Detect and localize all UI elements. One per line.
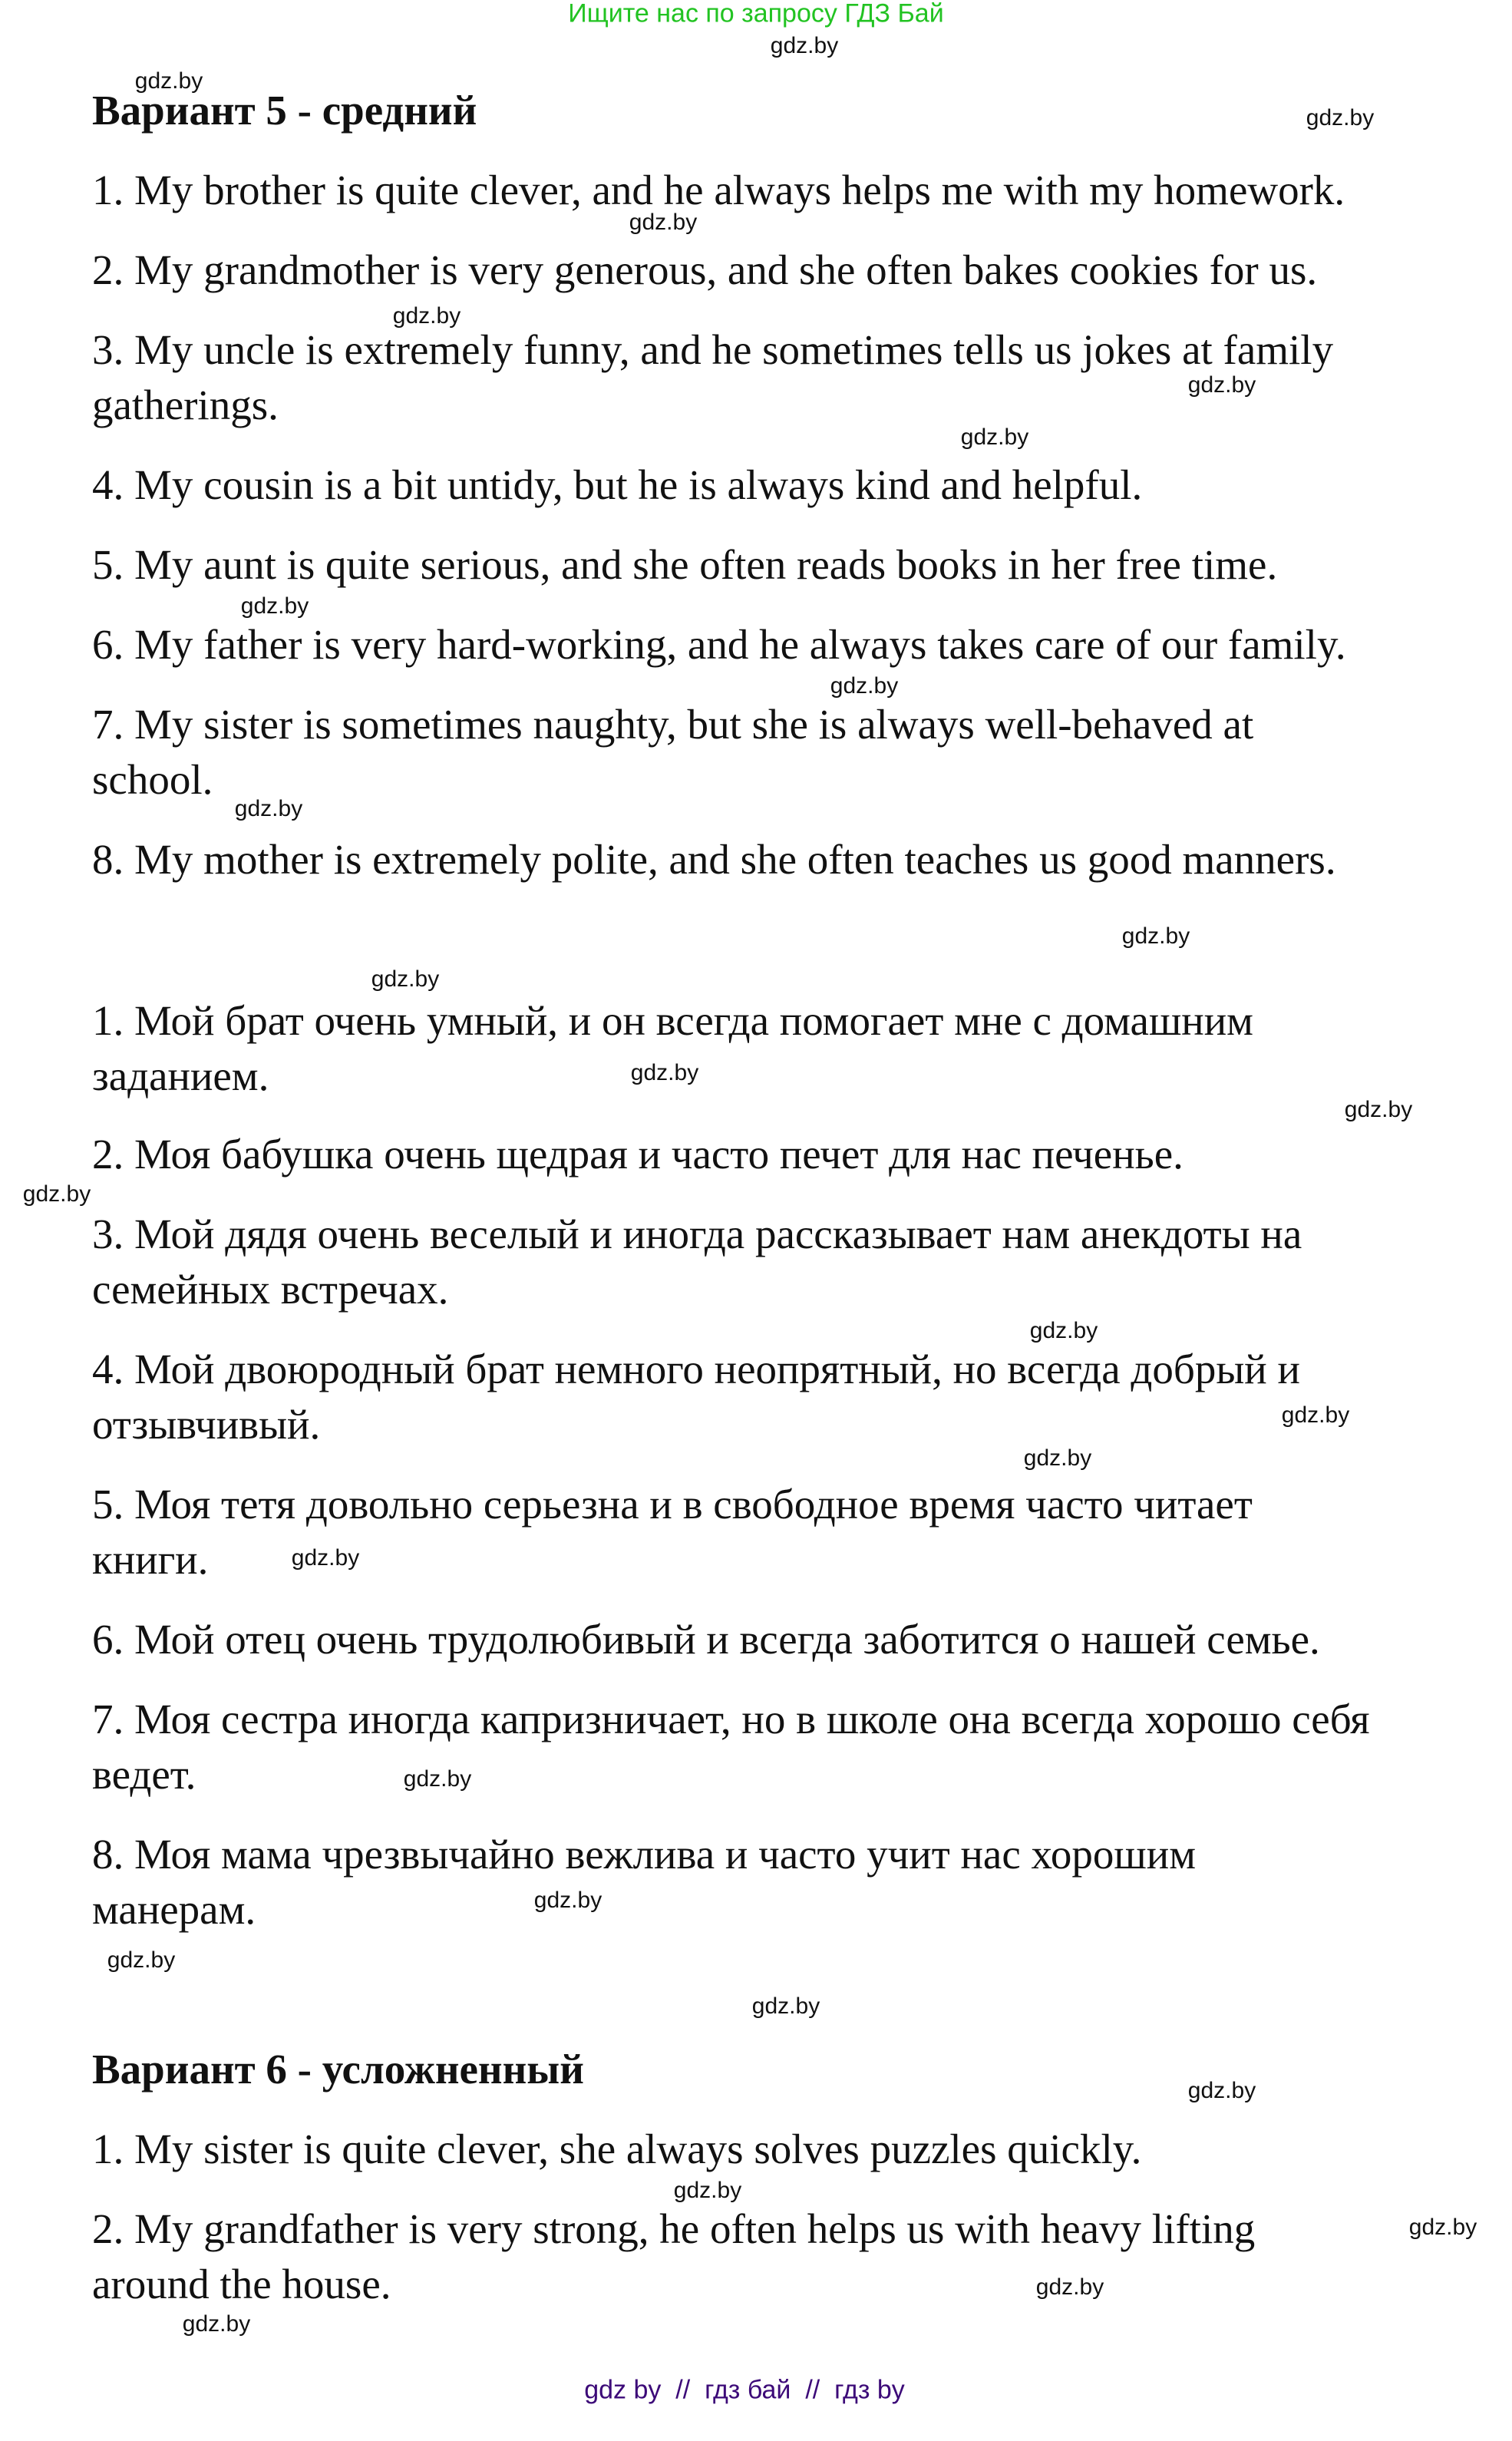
watermark: gdz.by xyxy=(1408,2215,1477,2240)
watermark: gdz.by xyxy=(240,593,309,619)
watermark: gdz.by xyxy=(629,210,698,235)
russian-sentence-4: 4. Мой двоюродный брат немного неопрятный, но всегда добрый и отзывчивый. xyxy=(92,1346,1300,1448)
watermark: gdz.by xyxy=(1281,1402,1350,1428)
english-sentence-6: 6. My father is very hard-working, and he always takes care of our family. xyxy=(92,621,1346,668)
watermark: gdz.by xyxy=(630,1060,699,1085)
watermark: gdz.by xyxy=(182,2311,251,2337)
variant-6-title: Вариант 6 - усложненный xyxy=(92,2046,584,2093)
watermark: gdz.by xyxy=(22,1181,91,1207)
english-sentence-2: 2. My grandmother is very generous, and she often bakes cookies for us. xyxy=(92,246,1318,293)
watermark: gdz.by xyxy=(1187,2078,1256,2103)
variant-5-title: Вариант 5 - средний xyxy=(92,87,477,134)
watermark: gdz.by xyxy=(1121,923,1190,949)
variant6-sentence-1: 1. My sister is quite clever, she always solves puzzles quickly. xyxy=(92,2126,1142,2172)
russian-sentence-3: 3. Мой дядя очень веселый и иногда рассказывает нам анекдоты на семейных встречах. xyxy=(92,1211,1302,1313)
watermark: gdz.by xyxy=(770,33,839,58)
watermark: gdz.by xyxy=(1344,1097,1413,1122)
english-sentence-1: 1. My brother is quite clever, and he always helps me with my homework. xyxy=(92,167,1345,213)
english-sentence-3: 3. My uncle is extremely funny, and he sometimes tells us jokes at family gatherings. xyxy=(92,326,1334,428)
watermark: gdz.by xyxy=(673,2178,742,2203)
footer-links: gdz by // гдз бай // гдз by xyxy=(584,2375,905,2405)
english-sentence-8: 8. My mother is extremely polite, and she often teaches us good manners. xyxy=(92,836,1336,883)
russian-sentence-6: 6. Мой отец очень трудолюбивый и всегда заботится о нашей семье. xyxy=(92,1616,1320,1663)
watermark: gdz.by xyxy=(134,68,203,94)
english-sentence-5: 5. My aunt is quite serious, and she often reads books in her free time. xyxy=(92,541,1278,588)
watermark: gdz.by xyxy=(533,1888,602,1913)
watermark: gdz.by xyxy=(1187,372,1256,398)
watermark: gdz.by xyxy=(751,1993,820,2019)
russian-sentence-2: 2. Моя бабушка очень щедрая и часто печет для нас печенье. xyxy=(92,1131,1184,1178)
watermark: gdz.by xyxy=(107,1947,176,1973)
russian-sentence-5: 5. Моя тетя довольно серьезна и в свободное время часто читает книги. xyxy=(92,1481,1253,1583)
russian-sentence-8: 8. Моя мама чрезвычайно вежлива и часто учит нас хорошим манерам. xyxy=(92,1831,1197,1933)
watermark: gdz.by xyxy=(960,424,1029,450)
watermark: gdz.by xyxy=(234,796,303,821)
watermark: gdz.by xyxy=(371,966,440,992)
watermark: gdz.by xyxy=(830,673,899,699)
watermark: gdz.by xyxy=(1306,105,1375,130)
watermark: gdz.by xyxy=(1035,2274,1104,2300)
watermark: gdz.by xyxy=(1029,1318,1098,1343)
russian-sentence-7: 7. Моя сестра иногда капризничает, но в школе она всегда хорошо себя ведет. xyxy=(92,1696,1370,1798)
watermark: gdz.by xyxy=(392,303,461,329)
english-sentence-4: 4. My cousin is a bit untidy, but he is always kind and helpful. xyxy=(92,461,1143,508)
watermark: gdz.by xyxy=(403,1766,472,1792)
variant6-sentence-2: 2. My grandfather is very strong, he often helps us with heavy lifting around the house. xyxy=(92,2205,1256,2307)
watermark: gdz.by xyxy=(1023,1445,1092,1471)
watermark: gdz.by xyxy=(291,1545,360,1571)
russian-sentence-1: 1. Мой брат очень умный, и он всегда помогает мне с домашним заданием. xyxy=(92,997,1253,1099)
english-sentence-7: 7. My sister is sometimes naughty, but she is always well-behaved at school. xyxy=(92,701,1254,803)
search-banner: Ищите нас по запросу ГДЗ Бай xyxy=(568,0,944,28)
